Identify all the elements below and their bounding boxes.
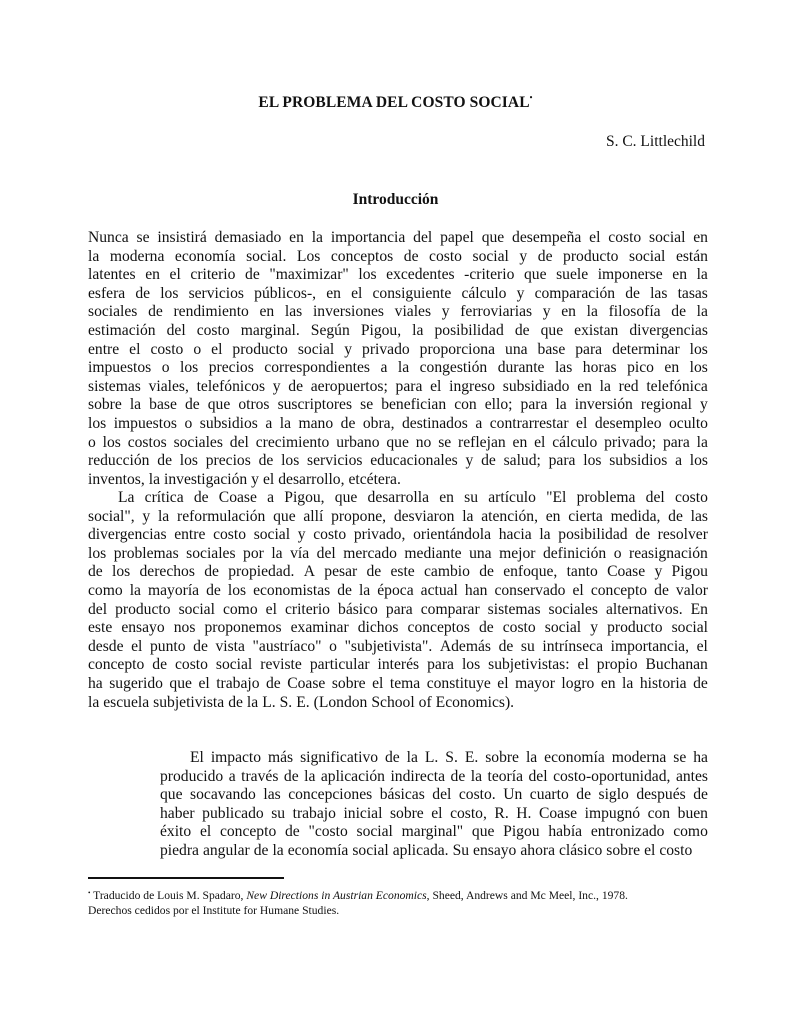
paragraph bbox=[160, 749, 708, 861]
text-line: social", y la reformulación que allí propone, desviaron la atención, en cierta medida, de las bbox=[88, 507, 708, 525]
title-text: EL PROBLEMA DEL COSTO SOCIAL bbox=[258, 94, 530, 111]
text-line: del producto social como el criterio básico para comparar sistemas sociales alternativos. En bbox=[88, 600, 708, 618]
text-line: sociales de rendimiento en las inversiones viales y ferroviarias y en la filosofía de la bbox=[88, 303, 708, 321]
text-line: concepto de costo social reviste particular interés para los subjetivistas: el propio Buchanan bbox=[88, 656, 708, 674]
text-line: entre el costo o el producto social y privado proporciona una base para determinar los bbox=[88, 340, 708, 358]
text-line: desde el punto de vista "austríaco" o "subjetivista". Además de su intrínseca importancia, el bbox=[88, 637, 708, 655]
footnote-line bbox=[88, 886, 713, 904]
text-line: la escuela subjetivista de la L. S. E. (London School of Economics). bbox=[88, 693, 515, 711]
text-line: ha sugerido que el trabajo de Coase sobre el tema constituye el mayor logro en la historia de bbox=[88, 674, 708, 692]
text-line: producido a través de la aplicación indirecta de la teoría del costo-oportunidad, antes bbox=[160, 767, 708, 785]
text-line: La crítica de Coase a Pigou, que desarrolla en su artículo "El problema del costo bbox=[118, 489, 708, 506]
footnote-text: , Sheed, Andrews and Mc Meel, Inc., 1978. bbox=[426, 889, 628, 902]
text-line: de los derechos de propiedad. A pesar de este cambio de enfoque, tanto Coase y Pigou bbox=[88, 563, 708, 581]
text-line: los impuestos o subsidios a la mano de obra, destinados a contrarrestar el desempleo oculto bbox=[88, 414, 708, 432]
footnote-text: Traducido de Louis M. Spadaro, bbox=[90, 889, 247, 902]
footnote-divider bbox=[88, 877, 284, 879]
text-line: reducción de los precios de los servicios educacionales y de salud; para los subsidios a los bbox=[88, 452, 708, 470]
text-line: inventos, la investigación y el desarrollo, etcétera. bbox=[88, 470, 401, 488]
paragraph bbox=[88, 229, 708, 489]
text-line: divergencias entre costo social y costo privado, orientándola hacia la posibilidad de resolver bbox=[88, 526, 708, 544]
text-line: esfera de los servicios públicos-, en el consiguiente cálculo y comparación de las tasas bbox=[88, 284, 708, 302]
document-title bbox=[0, 93, 791, 112]
text-line: El impacto más significativo de la L. S. E. sobre la economía moderna se ha bbox=[190, 749, 708, 766]
section-heading: Introducción bbox=[352, 191, 439, 208]
text-line: sistemas viales, telefónicos y de aeropuertos; para el ingreso subsidiado en la red telefónica bbox=[88, 377, 708, 395]
text-line: éxito el concepto de "costo social marginal" que Pigou había entronizado como bbox=[160, 823, 708, 841]
footnote-line: Derechos cedidos por el Institute for Humane Studies. bbox=[88, 903, 340, 917]
footnote-book-title: New Directions in Austrian Economics bbox=[246, 889, 427, 902]
text-line: este ensayo nos proponemos examinar dichos conceptos de costo social y producto social bbox=[88, 619, 708, 637]
footnote bbox=[88, 886, 713, 918]
text-line: piedra angular de la economía social aplicada. Su ensayo ahora clásico sobre el costo bbox=[160, 841, 693, 859]
text-line: sobre la base de que otros suscriptores se benefician con ello; para la inversión regional y bbox=[88, 396, 708, 414]
text-line: impuestos o los precios correspondientes a la congestión durante las horas pico en los bbox=[88, 359, 708, 377]
text-line: la moderna economía social. Los conceptos de costo social y de producto social están bbox=[88, 247, 708, 265]
text-line: estimación del costo marginal. Según Pigou, la posibilidad de que existan divergencias bbox=[88, 321, 708, 339]
text-line: latentes en el criterio de "maximizar" los excedentes -criterio que suele imponerse en la bbox=[88, 266, 708, 284]
text-line: como la mayoría de los economistas de la época actual han conservado el concepto de valor bbox=[88, 581, 708, 599]
paragraph bbox=[88, 489, 708, 712]
text-line: haber publicado su trabajo inicial sobre el costo, R. H. Coase impugnó con buen bbox=[160, 804, 708, 822]
text-line: o los costos sociales del crecimiento urbano que no se reflejan en el cálculo privado; para la bbox=[88, 433, 708, 451]
text-line: que socavando las concepciones básicas del costo. Un cuarto de siglo después de bbox=[160, 786, 708, 804]
author-name: S. C. Littlechild bbox=[605, 133, 705, 150]
footnote-marker: • bbox=[88, 889, 91, 897]
text-line: los problemas sociales por la vía del mercado mediante una mejor definición o reasignación bbox=[88, 544, 708, 562]
text-line: Nunca se insistirá demasiado en la importancia del papel que desempeña el costo social en bbox=[88, 229, 708, 246]
footnote-marker: • bbox=[529, 93, 533, 102]
